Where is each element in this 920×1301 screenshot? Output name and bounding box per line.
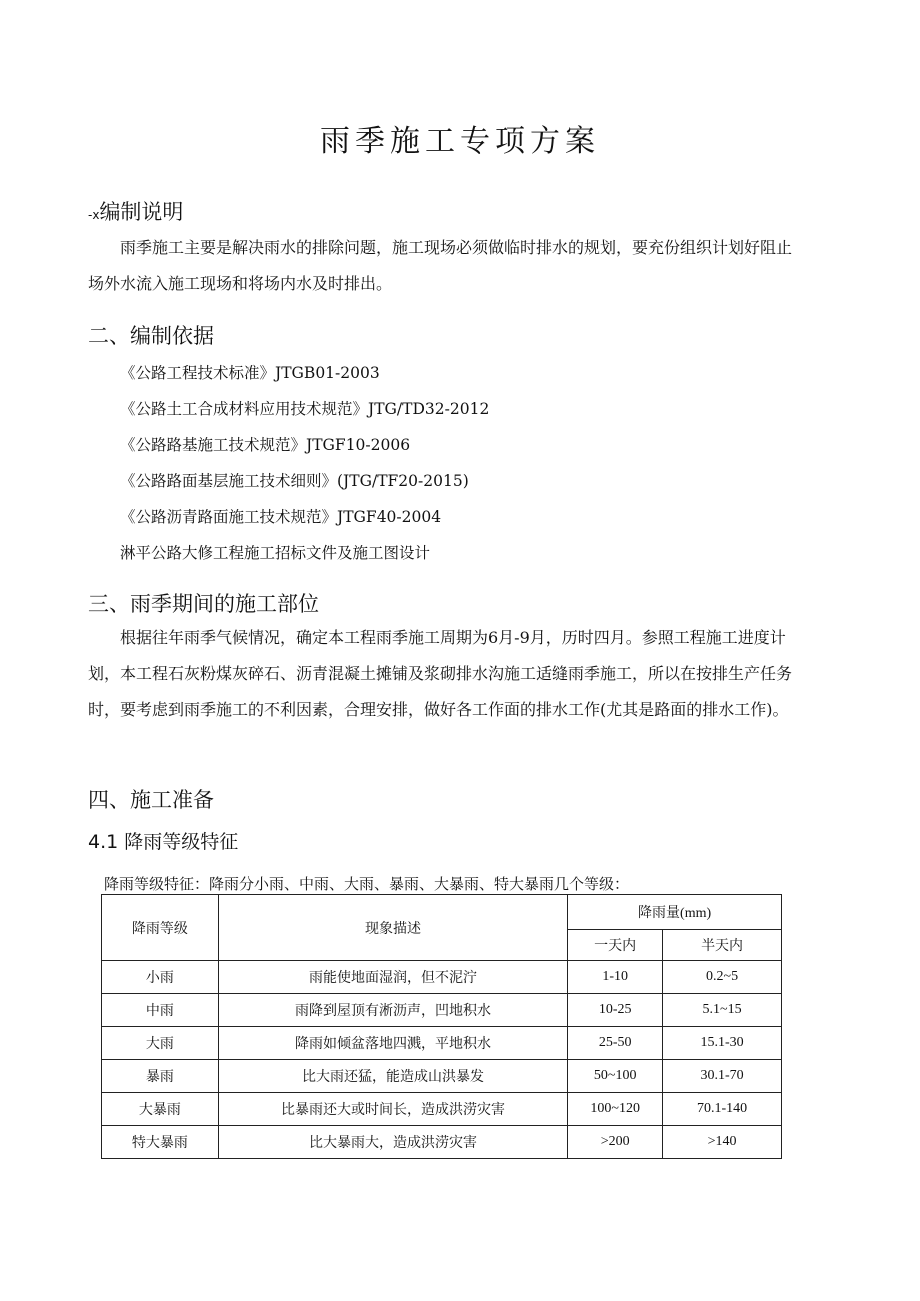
section-3-paragraph: 根据往年雨季气候情况，确定本工程雨季施工周期为6月-9月，历时四月。参照工程施工进度计划，本工程石灰粉煤灰碎石、沥青混凝土摊铺及浆砌排水沟施工适缝雨季施工，所以在按排生产任务时，要考虑到雨季施工的不利因素，合理安排，做好各工作面的排水工作(尤其是路面的排水工作)。 bbox=[88, 628, 793, 719]
cell-level: 特大暴雨 bbox=[102, 1126, 219, 1159]
cell-description: 降雨如倾盆落地四溅，平地积水 bbox=[218, 1027, 567, 1060]
cell-one-day: 25-50 bbox=[568, 1027, 663, 1060]
cell-half-day: 15.1-30 bbox=[663, 1027, 782, 1060]
section-4-heading: 四、施工准备 bbox=[88, 788, 214, 812]
cell-one-day: 1-10 bbox=[568, 961, 663, 994]
table-row bbox=[102, 1126, 782, 1159]
cell-description: 比大暴雨大，造成洪涝灾害 bbox=[218, 1126, 567, 1159]
cell-half-day: >140 bbox=[663, 1126, 782, 1159]
cell-one-day: 10-25 bbox=[568, 994, 663, 1027]
cell-half-day: 5.1~15 bbox=[663, 994, 782, 1027]
table-row bbox=[102, 1093, 782, 1126]
rainfall-table bbox=[101, 894, 782, 1159]
section-1-title: 编制说明 bbox=[99, 200, 184, 224]
header-description: 现象描述 bbox=[218, 895, 567, 961]
table-row bbox=[102, 1060, 782, 1093]
cell-level: 中雨 bbox=[102, 994, 219, 1027]
reference-item: 《公路沥青路面施工技术规范》JTGF40-2004 bbox=[120, 508, 442, 526]
table-header-row bbox=[102, 895, 782, 930]
cell-half-day: 70.1-140 bbox=[663, 1093, 782, 1126]
cell-one-day: >200 bbox=[568, 1126, 663, 1159]
reference-extra: 淋平公路大修工程施工招标文件及施工图设计 bbox=[120, 544, 431, 562]
header-level: 降雨等级 bbox=[102, 895, 219, 961]
cell-level: 大暴雨 bbox=[102, 1093, 219, 1126]
header-amount: 降雨量(mm) bbox=[568, 895, 782, 930]
header-half-day: 半天内 bbox=[663, 930, 782, 961]
reference-item: 《公路路面基层施工技术细则》(JTG/TF20-2015) bbox=[120, 472, 469, 490]
section-1-prefix: -x bbox=[88, 208, 100, 222]
cell-level: 小雨 bbox=[102, 961, 219, 994]
section-2-heading: 二、编制依据 bbox=[88, 324, 214, 348]
document-title: 雨季施工专项方案 bbox=[320, 124, 600, 159]
cell-one-day: 50~100 bbox=[568, 1060, 663, 1093]
table-row bbox=[102, 1027, 782, 1060]
cell-half-day: 0.2~5 bbox=[663, 961, 782, 994]
section-3-heading: 三、雨季期间的施工部位 bbox=[88, 592, 319, 616]
section-1-paragraph: 雨季施工主要是解决雨水的排除问题，施工现场必须做临时排水的规划，要充份组织计划好阻止场外水流入施工现场和将场内水及时排出。 bbox=[88, 238, 793, 293]
header-one-day: 一天内 bbox=[568, 930, 663, 961]
table-row bbox=[102, 961, 782, 994]
cell-description: 雨降到屋顶有淅沥声，凹地积水 bbox=[218, 994, 567, 1027]
table-row bbox=[102, 994, 782, 1027]
reference-item: 《公路工程技术标准》JTGB01-2003 bbox=[120, 364, 380, 382]
reference-item: 《公路路基施工技术规范》JTGF10-2006 bbox=[120, 436, 411, 454]
section-4-1-heading: 4.1 降雨等级特征 bbox=[88, 831, 239, 853]
cell-level: 大雨 bbox=[102, 1027, 219, 1060]
cell-level: 暴雨 bbox=[102, 1060, 219, 1093]
cell-description: 雨能使地面湿润，但不泥泞 bbox=[218, 961, 567, 994]
cell-half-day: 30.1-70 bbox=[663, 1060, 782, 1093]
cell-one-day: 100~120 bbox=[568, 1093, 663, 1126]
rainfall-note: 降雨等级特征：降雨分小雨、中雨、大雨、暴雨、大暴雨、特大暴雨几个等级： bbox=[104, 875, 630, 893]
cell-description: 比大雨还猛，能造成山洪暴发 bbox=[218, 1060, 567, 1093]
section-1-heading bbox=[88, 196, 183, 226]
cell-description: 比暴雨还大或时间长，造成洪涝灾害 bbox=[218, 1093, 567, 1126]
reference-item: 《公路土工合成材料应用技术规范》JTG/TD32-2012 bbox=[120, 400, 490, 418]
